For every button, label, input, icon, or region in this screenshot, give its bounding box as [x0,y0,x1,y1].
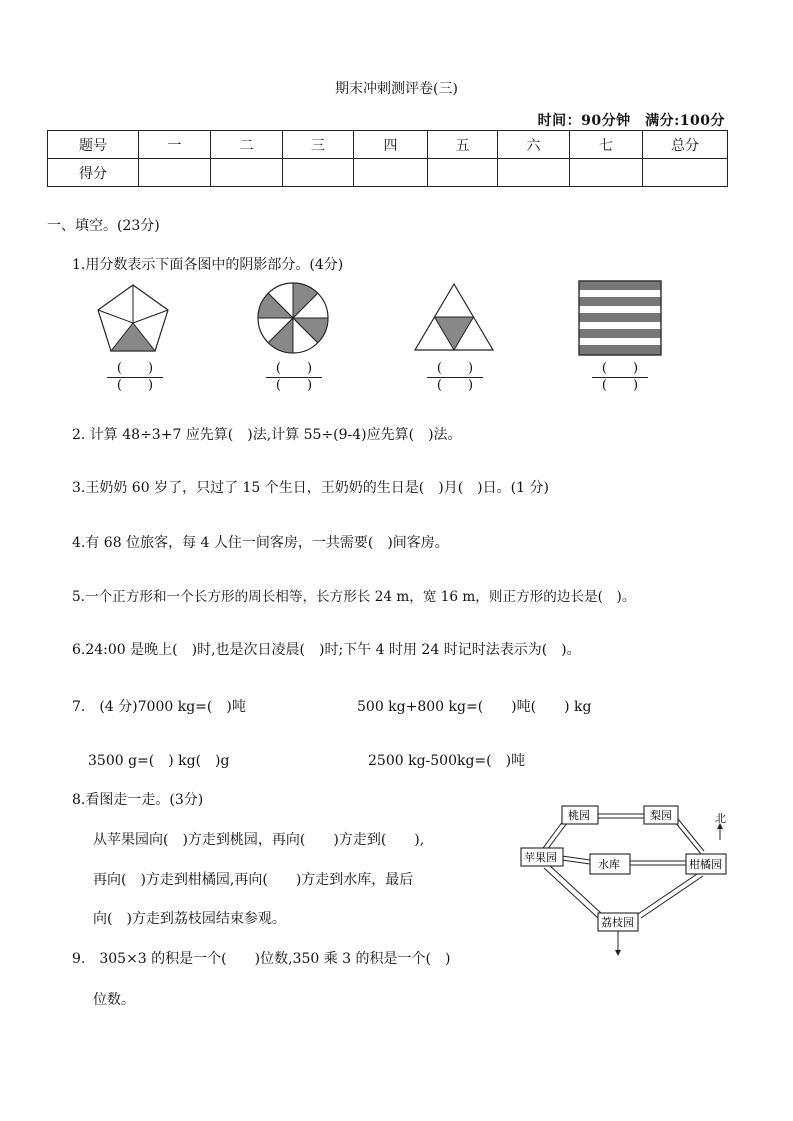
question-7a: 7. (4 分)7000 kg=( )吨 [72,699,246,715]
score-cell[interactable] [643,159,728,187]
score-cell[interactable] [428,159,498,187]
question-6: 6.24:00 是晚上( )时,也是次日凌晨( )时;下午 4 时用 24 时记时法表示为( )。 [72,642,581,658]
map-label-reservoir: 水库 [598,858,620,871]
orchard-map [518,798,733,960]
circle-figure [255,280,331,356]
question-8-heading: 8.看图走一走。(3分) [72,792,204,808]
pentagon-figure [95,282,171,354]
triangle-figure [413,282,495,352]
score-table [47,130,728,187]
score-cell[interactable] [498,159,570,187]
score-table-score-row [48,159,728,187]
header-cell: 三 [283,131,354,159]
header-cell: 一 [139,131,211,159]
header-cell: 六 [498,131,570,159]
question-1: 1.用分数表示下面各图中的阴影部分。(4分) [72,257,344,273]
question-7d: 2500 kg-500kg=( )吨 [368,753,526,769]
question-8-line1: 从苹果园向( )方走到桃园，再向( )方走到( ), [93,832,425,848]
fraction-answer-4[interactable] [592,362,648,393]
map-label-peach: 桃园 [568,809,590,822]
score-table-header-row [48,131,728,159]
numerator-blank: ( ) [275,361,313,376]
striped-square-figure [578,280,662,356]
header-cell: 四 [354,131,428,159]
header-cell: 二 [211,131,283,159]
question-7b: 500 kg+800 kg=( )吨( ) kg [357,699,592,715]
numerator-blank: ( ) [601,361,639,376]
numerator-blank: ( ) [116,361,154,376]
map-label-pear: 梨园 [650,809,672,822]
question-8-line3: 向( )方走到荔枝园结束参观。 [93,911,286,927]
score-cell[interactable] [570,159,643,187]
map-label-orange: 柑橘园 [689,858,722,871]
section-heading: 一、填空。(23分) [47,218,160,234]
score-cell[interactable] [211,159,283,187]
header-cell: 题号 [48,131,139,159]
question-9-line2: 位数。 [93,992,135,1008]
score-row-label: 得分 [48,159,139,187]
numerator-blank: ( ) [436,361,474,376]
question-9-line1: 9. 305×3 的积是一个( )位数,350 乘 3 的积是一个( ) [72,951,451,967]
fraction-answer-3[interactable] [427,362,483,393]
header-cell: 七 [570,131,643,159]
map-label-lychee: 荔枝园 [601,916,634,929]
fraction-answer-2[interactable] [266,362,322,393]
north-label: 北 [715,812,726,825]
question-3: 3.王奶奶 60 岁了，只过了 15 个生日，王奶奶的生日是( )月( )日。(1 分) [72,480,549,496]
question-5: 5.一个正方形和一个长方形的周长相等，长方形长 24 m，宽 16 m，则正方形的边长是( )。 [72,589,636,605]
fraction-answer-1[interactable] [107,362,163,393]
denominator-blank: ( ) [116,378,154,393]
question-7c: 3500 g=( ) kg( )g [88,753,230,769]
denominator-blank: ( ) [436,378,474,393]
question-8-line2: 再向( )方走到柑橘园,再向( )方走到水库，最后 [93,872,414,888]
map-label-apple: 苹果园 [524,851,557,864]
denominator-blank: ( ) [275,378,313,393]
question-2: 2. 计算 48÷3+7 应先算( )法,计算 55÷(9-4)应先算( )法。 [72,427,462,443]
question-4: 4.有 68 位旅客，每 4 人住一间客房，一共需要( )间客房。 [72,535,449,551]
header-cell: 五 [428,131,498,159]
score-cell[interactable] [139,159,211,187]
score-cell[interactable] [283,159,354,187]
page-title: 期末冲刺测评卷(三) [335,81,458,97]
denominator-blank: ( ) [601,378,639,393]
header-cell: 总分 [643,131,728,159]
time-score-info: 时间：90分钟 满分:100分 [537,113,725,129]
score-cell[interactable] [354,159,428,187]
